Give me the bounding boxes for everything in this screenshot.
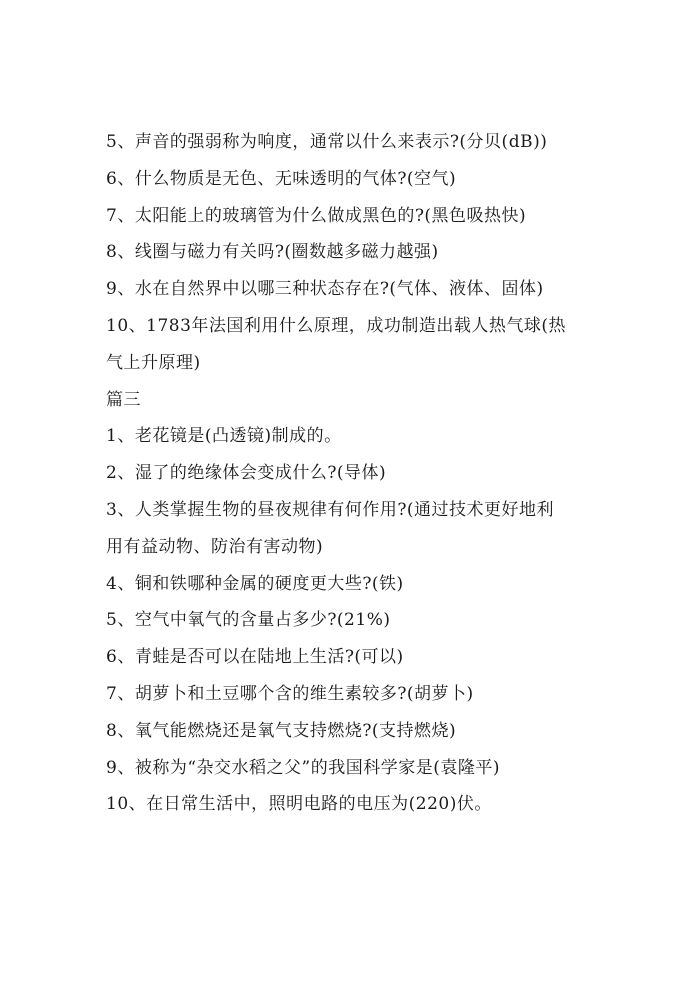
question-8-oxygen-combustion: 8、氧气能燃烧还是氧气支持燃烧?(支持燃烧) <box>106 720 457 741</box>
question-7-vitamins: 7、胡萝卜和土豆哪个含的维生素较多?(胡萝卜) <box>106 683 474 704</box>
question-6-frog-on-land: 6、青蛙是否可以在陆地上生活?(可以) <box>106 647 404 668</box>
question-7-solar-glass-tube: 7、太阳能上的玻璃管为什么做成黑色的?(黑色吸热快) <box>106 205 527 226</box>
question-2-wet-insulator: 2、湿了的绝缘体会变成什么?(导体) <box>106 463 387 484</box>
question-9-hybrid-rice-scientist: 9、被称为“杂交水稻之父”的我国科学家是(袁隆平) <box>106 757 500 778</box>
question-3-circadian-rhythm: 3、人类掌握生物的昼夜规律有何作用?(通过技术更好地利 <box>106 499 555 520</box>
question-8-coil-magnetism: 8、线圈与磁力有关吗?(圈数越多磁力越强) <box>106 242 439 263</box>
question-9-states-of-water: 9、水在自然界中以哪三种状态存在?(气体、液体、固体) <box>106 279 544 300</box>
question-10-hot-air-balloon-continued: 气上升原理) <box>106 352 201 373</box>
question-3-circadian-rhythm-continued: 用有益动物、防治有害动物) <box>106 536 324 557</box>
question-5-oxygen-content: 5、空气中氧气的含量占多少?(21%) <box>106 610 391 631</box>
section-heading: 篇三 <box>106 389 141 410</box>
document-body <box>106 124 606 823</box>
question-5-sound-loudness: 5、声音的强弱称为响度，通常以什么来表示?(分贝(dB)) <box>106 132 548 152</box>
question-4-metal-hardness: 4、铜和铁哪种金属的硬度更大些?(铁) <box>106 573 404 594</box>
question-10-hot-air-balloon: 10、1783年法国利用什么原理，成功制造出载人热气球(热 <box>106 315 567 336</box>
question-6-colorless-gas: 6、什么物质是无色、无味透明的气体?(空气) <box>106 168 457 189</box>
question-10-lighting-voltage: 10、在日常生活中，照明电路的电压为(220)伏。 <box>106 794 492 815</box>
question-1-reading-glasses: 1、老花镜是(凸透镜)制成的。 <box>106 426 342 447</box>
